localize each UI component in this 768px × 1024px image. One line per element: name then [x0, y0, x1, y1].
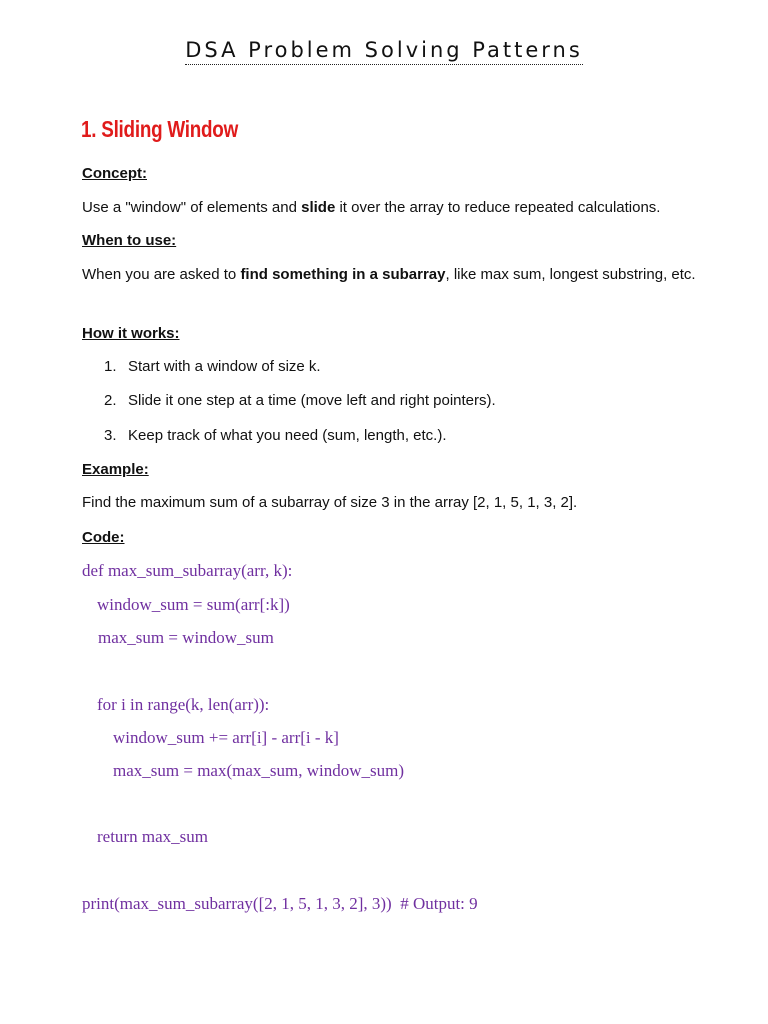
step-number: 1. [104, 358, 117, 375]
concept-text-after: it over the array to reduce repeated calculations. [335, 199, 661, 216]
concept-text-bold: slide [301, 199, 336, 216]
step-item [104, 426, 447, 446]
example-text: Find the maximum sum of a subarray of size 3 in the array [2, 1, 5, 1, 3, 2]. [82, 494, 578, 511]
step-text: Slide it one step at a time (move left and right pointers). [128, 392, 496, 409]
code-line: window_sum = sum(arr[:k]) [97, 595, 290, 614]
example-heading: Example: [82, 461, 149, 478]
code-line: max_sum = max(max_sum, window_sum) [113, 761, 405, 780]
document-title-text: DSA Problem Solving Patterns [185, 38, 583, 65]
when-to-use-text-before: When you are asked to [82, 266, 241, 283]
code-line: for i in range(k, len(arr)): [97, 695, 270, 714]
step-item [104, 357, 321, 377]
step-text: Keep track of what you need (sum, length, etc.). [128, 427, 447, 444]
code-line: window_sum += arr[i] - arr[i - k] [113, 728, 339, 747]
when-to-use-paragraph [82, 262, 722, 287]
code-heading: Code: [82, 529, 125, 546]
section-title: 1. Sliding Window [81, 116, 239, 142]
step-number: 2. [104, 392, 117, 409]
when-to-use-heading: When to use: [82, 232, 177, 249]
code-line: max_sum = window_sum [98, 628, 274, 647]
step-number: 3. [104, 427, 117, 444]
code-line: print(max_sum_subarray([2, 1, 5, 1, 3, 2], 3)) # Output: 9 [82, 894, 478, 913]
step-item [104, 391, 496, 411]
code-line: return max_sum [97, 827, 208, 846]
when-to-use-text-after: , like max sum, longest substring, etc. [445, 266, 696, 283]
code-line: def max_sum_subarray(arr, k): [82, 561, 293, 580]
when-to-use-text-bold: find something in a subarray [240, 266, 446, 283]
concept-text-before: Use a "window" of elements and [82, 199, 302, 216]
concept-heading: Concept: [82, 165, 147, 182]
step-text: Start with a window of size k. [128, 358, 321, 375]
how-it-works-heading: How it works: [82, 325, 180, 342]
document-title [0, 38, 768, 62]
concept-paragraph [82, 198, 660, 218]
